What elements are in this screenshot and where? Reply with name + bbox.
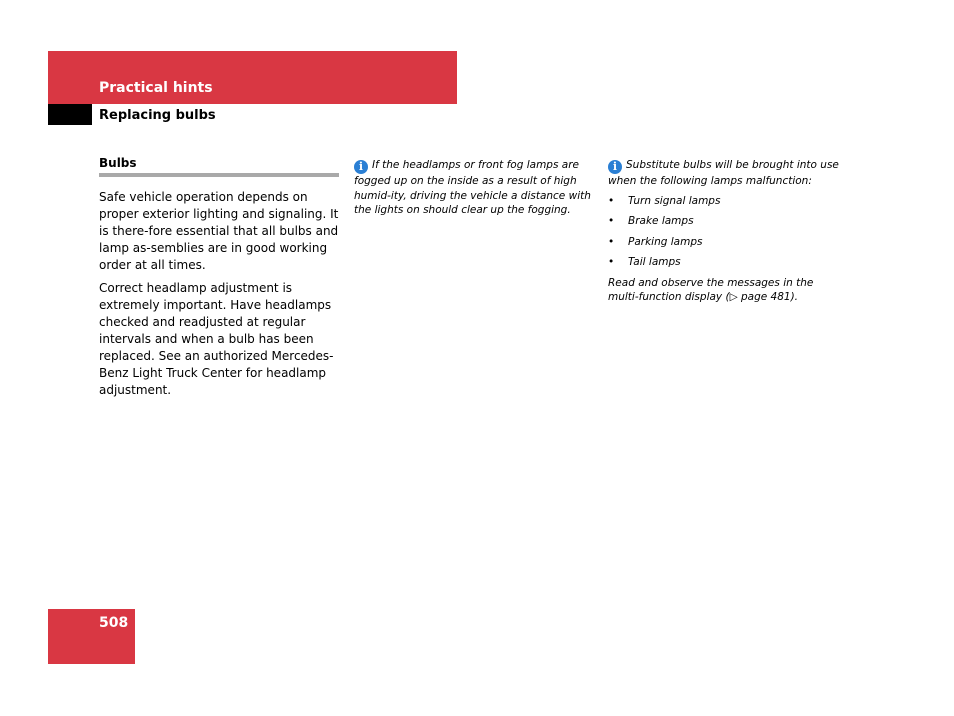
bullet-glyph: • [608, 256, 615, 268]
column-fogging-note [354, 156, 596, 218]
info-note-text: Substitute bulbs will be brought into use when the following lamps malfunction: [608, 159, 839, 187]
page-number: 508 [99, 615, 129, 631]
list-item-text: Tail lamps [628, 256, 681, 268]
list-item [608, 255, 844, 270]
lamp-list [608, 194, 844, 270]
list-item [608, 214, 844, 229]
paragraph-exterior-lighting: Safe vehicle operation depends on proper exterior lighting and signaling. It is there-fore essential that all bulbs and lamp as-semblies are in good working order at all times. [99, 190, 339, 272]
header-band [48, 51, 457, 104]
column-bulbs [99, 156, 339, 399]
column-substitute-bulbs [608, 156, 844, 305]
list-item-text: Brake lamps [628, 215, 694, 227]
bullet-glyph: • [608, 235, 615, 248]
section-tab-marker [48, 104, 92, 125]
list-item-text: Parking lamps [628, 235, 703, 248]
info-note-text: If the headlamps or front fog lamps are fogged up on the inside as a result of high humid-ity, driving the vehicle a distance with the lights on should clear up the fogging. [354, 159, 591, 216]
info-note [354, 158, 596, 218]
display-messages-note: Read and observe the messages in the multi-function display (▷ page 481). [608, 276, 814, 303]
list-item [608, 235, 844, 250]
list-item [608, 194, 844, 209]
bullet-glyph: • [608, 215, 615, 227]
column-heading: Bulbs [99, 156, 339, 177]
paragraph-headlamp-adjustment: Correct headlamp adjustment is extremely important. Have headlamps checked and readjusted at regular intervals and when a bulb has been replaced. See an authorized Mercedes-Benz Light Truck Center for headlamp adjustment. [99, 281, 334, 397]
info-icon: i [354, 160, 368, 174]
info-note [608, 158, 844, 189]
subsection-title: Replacing bulbs [99, 108, 216, 123]
list-item-text: Turn signal lamps [628, 194, 721, 207]
bullet-glyph: • [608, 194, 615, 207]
info-icon: i [608, 160, 622, 174]
section-title: Practical hints [99, 80, 213, 96]
